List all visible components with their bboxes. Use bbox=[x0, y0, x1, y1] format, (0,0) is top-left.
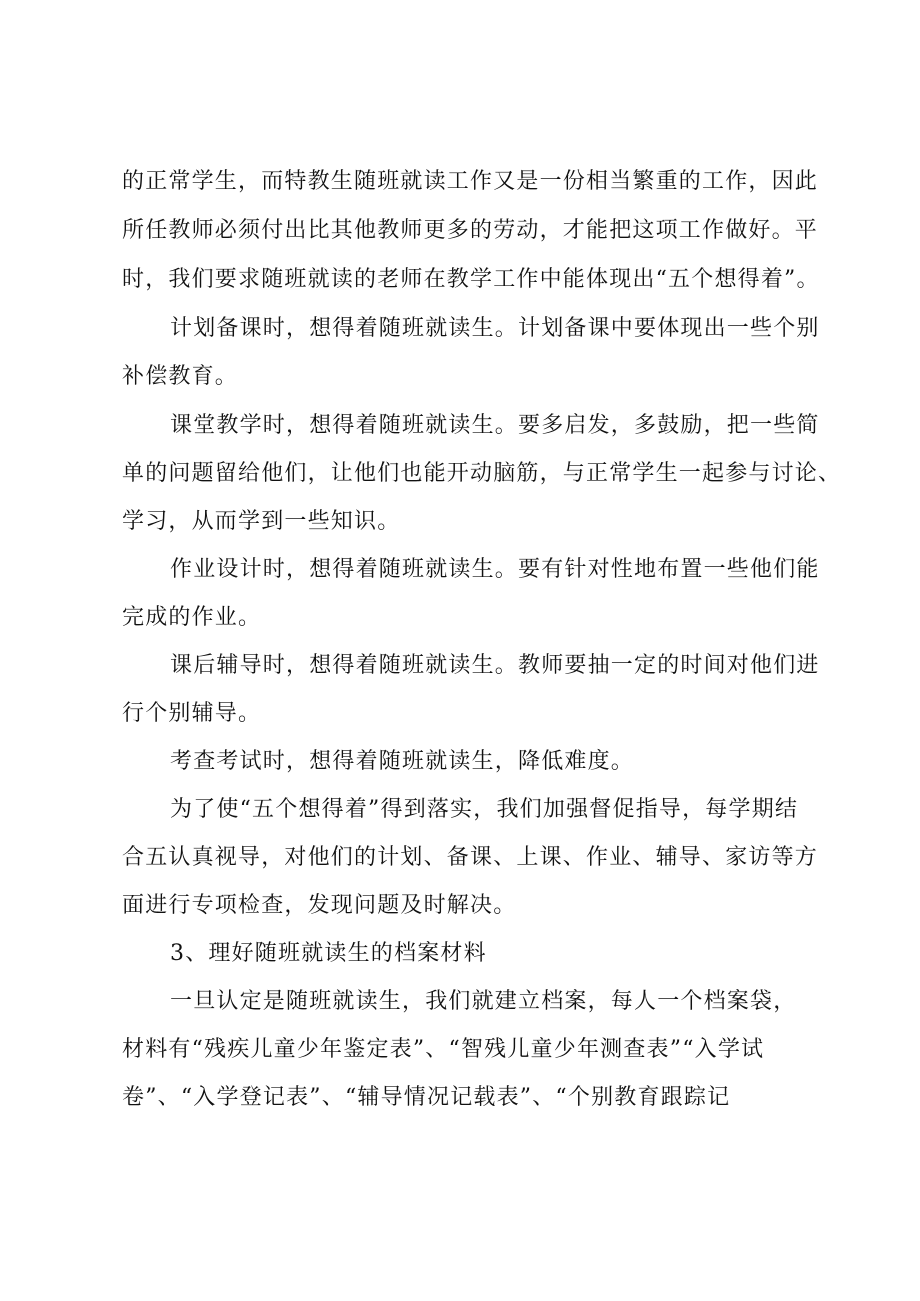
text-line: 一旦认定是随班就读生，我们就建立档案，每人一个档案袋， bbox=[170, 989, 797, 1014]
text-line: 面进行专项检查，发现问题及时解决。 bbox=[122, 893, 517, 918]
text-line: 学习，从而学到一些知识。 bbox=[122, 509, 401, 534]
text-line: 计划备课时，想得着随班就读生。计划备课中要体现出一些个别 bbox=[170, 316, 820, 341]
text-line: 合五认真视导，对他们的计划、备课、上课、作业、辅导、家访等方 bbox=[122, 845, 819, 870]
text-line: 作业设计时，想得着随班就读生。要有针对性地布置一些他们能 bbox=[170, 557, 820, 582]
text-line: 单的问题留给他们，让他们也能开动脑筋，与正常学生一起参与讨论、 bbox=[122, 461, 842, 486]
text-line: 完成的作业。 bbox=[122, 605, 262, 630]
text-line: 时，我们要求随班就读的老师在教学工作中能体现出“五个想得着”。 bbox=[122, 267, 820, 292]
text-line: 的正常学生，而特教生随班就读工作又是一份相当繁重的工作，因此 bbox=[122, 169, 819, 194]
text-line: 考查考试时，想得着随班就读生，降低难度。 bbox=[170, 749, 635, 774]
text-line: 为了使“五个想得着”得到落实，我们加强督促指导，每学期结 bbox=[170, 797, 799, 822]
text-line: 所任教师必须付出比其他教师更多的劳动，才能把这项工作做好。平 bbox=[122, 218, 819, 243]
text-line: 补偿教育。 bbox=[122, 364, 239, 389]
text-line: 材料有“残疾儿童少年鉴定表”、“智残儿童少年测查表”“入学试 bbox=[122, 1037, 765, 1062]
text-line: 课后辅导时，想得着随班就读生。教师要抽一定的时间对他们进 bbox=[170, 653, 820, 678]
section-heading: 3、理好随班就读生的档案材料 bbox=[170, 941, 487, 966]
text-line: 行个别辅导。 bbox=[122, 701, 262, 726]
text-line: 卷”、“入学登记表”、“辅导情况记载表”、“个别教育跟踪记 bbox=[122, 1085, 731, 1110]
text-line: 课堂教学时，想得着随班就读生。要多启发，多鼓励，把一些简 bbox=[170, 413, 820, 438]
